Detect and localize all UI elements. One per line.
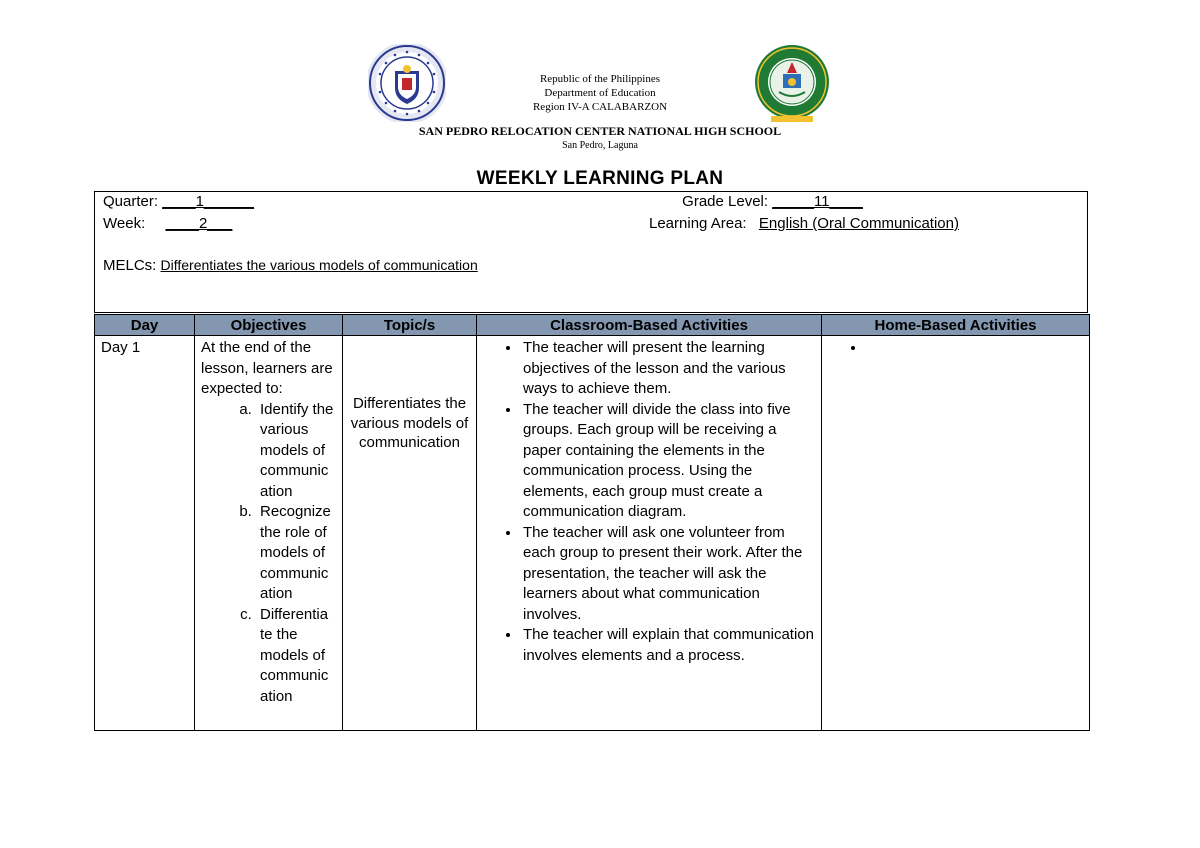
area-row (649, 215, 959, 232)
objectives-cell (195, 336, 343, 731)
document-title: WEEKLY LEARNING PLAN (476, 168, 724, 189)
deped-seal-logo (368, 44, 446, 122)
week-label: Week: (103, 215, 146, 232)
week-row (103, 215, 232, 232)
objective-item: a. Identify the various models of communic ation (256, 400, 336, 503)
grade-row (649, 193, 863, 210)
home-activities-list (828, 338, 1083, 359)
melcs-label: MELCs: (103, 257, 157, 274)
quarter-value: ____1______ (162, 193, 254, 210)
header-day: Day (95, 315, 195, 336)
region-text: Region IV-A CALABARZON (532, 101, 668, 113)
home-activity-item (866, 338, 1083, 359)
table-header-row (95, 315, 1090, 336)
area-label: Learning Area: (649, 215, 747, 232)
activity-item: • The teacher will ask one volunteer from each group to present their work. After the presentation, the teacher will ask the learners about what communication involves. (521, 523, 815, 626)
table-row (95, 336, 1090, 731)
learning-plan-table (94, 314, 1090, 731)
header-objectives: Objectives (195, 315, 343, 336)
grade-label: Grade Level: (682, 193, 769, 210)
classroom-activities-list (483, 338, 815, 666)
objectives-intro: At the end of the lesson, learners are expected to: (201, 339, 333, 397)
school-seal-logo (753, 40, 831, 124)
school-location: San Pedro, Laguna (562, 140, 638, 151)
classroom-activities-cell (477, 336, 822, 731)
objective-item: c. Differentia te the models of communic ation (256, 605, 336, 708)
activity-item: • The teacher will explain that communication involves elements and a process. (521, 625, 815, 666)
melcs-value: Differentiates the various models of communication (160, 257, 478, 273)
topic-cell: Differentiates the various models of communication (343, 336, 477, 731)
header-classroom-activities: Classroom-Based Activities (477, 315, 822, 336)
area-value: English (Oral Communication) (758, 215, 959, 232)
week-value: ____2___ (165, 215, 233, 232)
home-activities-cell (822, 336, 1090, 731)
melcs-row (103, 257, 478, 274)
header-home-activities: Home-Based Activities (822, 315, 1090, 336)
day-cell: Day 1 (95, 336, 195, 731)
grade-value: _____11____ (772, 193, 863, 210)
quarter-label: Quarter: (103, 193, 159, 210)
quarter-row (103, 193, 254, 210)
activity-item: • The teacher will divide the class into five groups. Each group will be receiving a paper containing the elements in the communication process. Using the elements, each group must create a communication diagram. (521, 400, 815, 523)
header-agency-block (450, 72, 750, 114)
header-topics: Topic/s (343, 315, 477, 336)
objective-item: b. Recognize the role of models of communic ation (256, 502, 336, 605)
department-text: Department of Education (544, 87, 656, 99)
republic-text: Republic of the Philippines (539, 73, 661, 85)
objectives-list (201, 400, 336, 708)
activity-item: • The teacher will present the learning objectives of the lesson and the various ways to achieve them. (521, 338, 815, 400)
school-name: SAN PEDRO RELOCATION CENTER NATIONAL HIGH SCHOOL (418, 124, 782, 138)
plan-info-box (94, 191, 1088, 313)
